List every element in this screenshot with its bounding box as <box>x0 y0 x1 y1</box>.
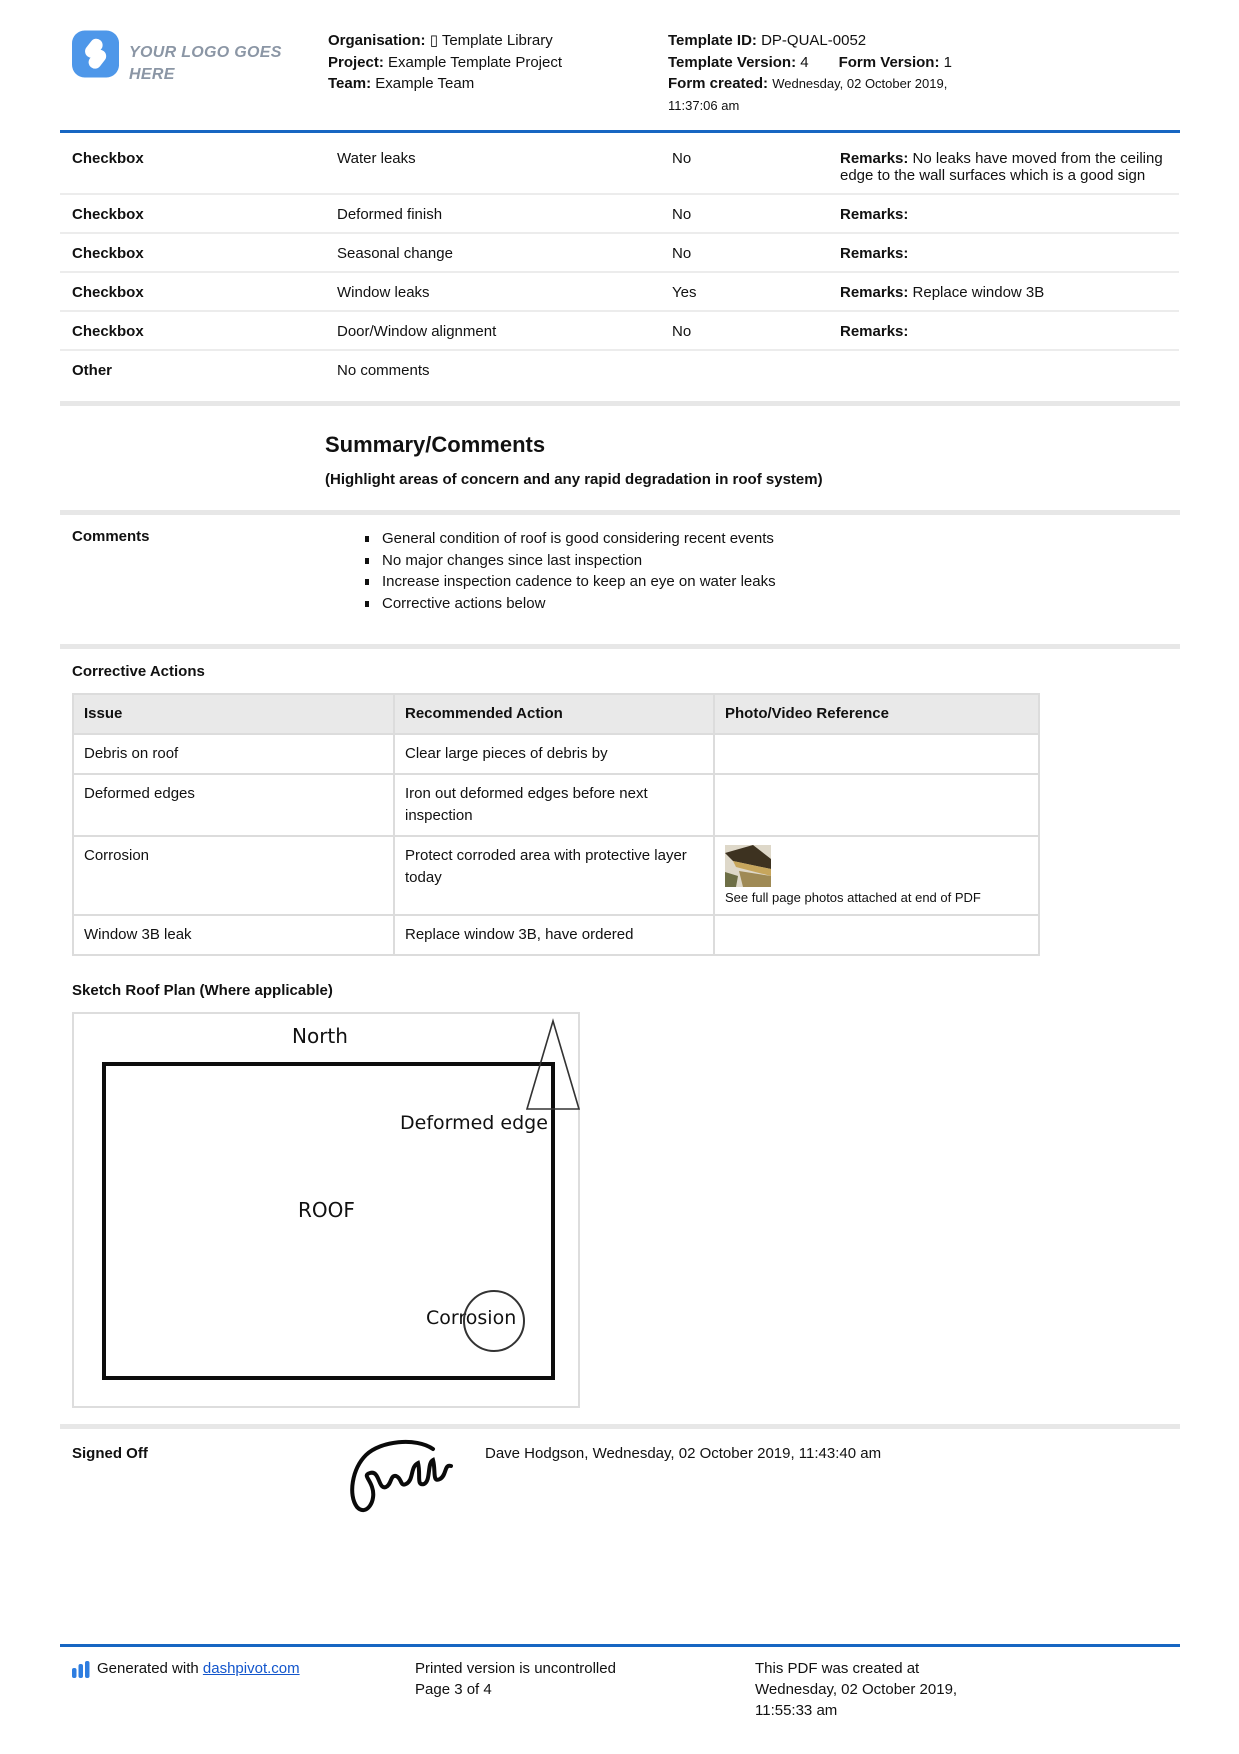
logo-block <box>72 30 328 116</box>
issue-cell: Debris on roof <box>73 734 394 774</box>
corrective-actions-title: Corrective Actions <box>72 663 205 680</box>
field-type-label: Checkbox <box>72 323 144 340</box>
team-value: Example Team <box>375 75 475 92</box>
photo-cell <box>714 734 1039 774</box>
sketch-north-label: North <box>292 1024 348 1048</box>
sketch-triangle-marker <box>524 1018 582 1112</box>
roof-plan-sketch <box>72 1012 580 1408</box>
field-remarks <box>840 284 1191 301</box>
pdf-created-line2: Wednesday, 02 October 2019, <box>755 1681 958 1698</box>
comment-item: Corrective actions below <box>363 593 1179 615</box>
field-answer: No <box>672 245 692 262</box>
sketch-section-title: Sketch Roof Plan (Where applicable) <box>72 982 333 999</box>
form-created-line <box>668 73 1179 95</box>
checklist-row <box>60 312 1179 351</box>
pdf-created-line3: 11:55:33 am <box>755 1702 838 1719</box>
field-remarks <box>840 323 1191 340</box>
inspection-checklist <box>60 133 1179 401</box>
form-created-label: Form created: <box>668 75 769 92</box>
remarks-label: Remarks: <box>840 323 909 340</box>
photo-note: See full page photos attached at end of PDF <box>725 890 981 905</box>
template-id-value: DP-QUAL-0052 <box>761 32 867 49</box>
field-remarks <box>840 150 1191 184</box>
summary-subtitle: (Highlight areas of concern and any rapid degradation in roof system) <box>325 471 823 488</box>
action-cell: Replace window 3B, have ordered <box>394 915 714 955</box>
page-number: Page 3 of 4 <box>415 1681 492 1698</box>
photo-cell <box>714 774 1039 836</box>
footer-divider <box>60 1644 1180 1647</box>
template-version-label: Template Version: <box>668 53 797 71</box>
checklist-row <box>60 195 1179 234</box>
action-cell: Protect corroded area with protective layer today <box>394 836 714 915</box>
organisation-line <box>328 30 668 52</box>
project-label: Project: <box>328 53 384 71</box>
remarks-label: Remarks: <box>840 245 909 262</box>
footer-printed-note <box>415 1658 616 1700</box>
field-answer: Yes <box>672 284 697 301</box>
action-cell: Clear large pieces of debris by <box>394 734 714 774</box>
signature-image <box>328 1433 458 1525</box>
remarks-label: Remarks: <box>840 206 909 223</box>
remarks-label: Remarks: <box>840 150 909 167</box>
document-header <box>72 30 1179 116</box>
field-remarks <box>840 362 1191 379</box>
field-remarks <box>840 206 1191 223</box>
field-item: Seasonal change <box>337 245 453 262</box>
logo-placeholder-text: YOUR LOGO GOES HERE <box>129 44 282 83</box>
action-cell: Iron out deformed edges before next inspection <box>394 774 714 836</box>
remarks-value: No leaks have moved from the ceiling edge to the wall surfaces which is a good sign <box>840 150 1163 184</box>
comments-label: Comments <box>72 528 150 545</box>
roof-photo-thumbnail <box>725 845 771 887</box>
company-logo-icon <box>72 30 119 78</box>
checklist-row <box>60 133 1179 195</box>
form-version-label: Form Version: <box>838 53 940 71</box>
checklist-row <box>60 234 1179 273</box>
team-line <box>328 73 668 95</box>
summary-title: Summary/Comments <box>325 432 546 457</box>
printed-version-text: Printed version is uncontrolled <box>415 1660 616 1677</box>
signoff-section <box>72 1429 1179 1559</box>
field-item: Door/Window alignment <box>337 323 497 340</box>
project-value: Example Template Project <box>388 53 563 71</box>
field-type-label: Other <box>72 362 113 379</box>
issue-cell: Deformed edges <box>73 774 394 836</box>
organisation-label: Organisation: <box>328 32 426 49</box>
remarks-value: Replace window 3B <box>908 284 1045 301</box>
remarks-label: Remarks: <box>840 284 909 301</box>
template-id-label: Template ID: <box>668 32 757 49</box>
footer-created-note <box>755 1658 957 1721</box>
issue-cell: Corrosion <box>73 836 394 915</box>
table-header-row <box>73 694 1039 734</box>
table-row <box>73 734 1039 774</box>
field-item: No comments <box>337 362 430 379</box>
issue-cell: Window 3B leak <box>73 915 394 955</box>
field-type-label: Checkbox <box>72 245 144 262</box>
header-meta-block <box>668 30 1179 116</box>
table-row <box>73 774 1039 836</box>
form-created-time: 11:37:06 am <box>668 97 740 113</box>
corrective-actions-table <box>72 693 1040 956</box>
sketch-roof-label: ROOF <box>298 1198 355 1222</box>
footer-generated <box>72 1658 300 1679</box>
field-item: Water leaks <box>337 150 416 167</box>
sketch-corrosion-circle <box>463 1290 525 1352</box>
organisation-value: ▯ Template Library <box>429 32 553 49</box>
comment-item: Increase inspection cadence to keep an eye on water leaks <box>363 571 1179 593</box>
table-row <box>73 836 1039 915</box>
signoff-name-date: Dave Hodgson, Wednesday, 02 October 2019, 11:43:40 am <box>485 1445 882 1462</box>
sketch-deformed-edge-label: Deformed edge <box>400 1112 548 1134</box>
pdf-created-line1: This PDF was created at <box>755 1660 920 1677</box>
header-org-block <box>328 30 668 116</box>
checklist-row <box>60 273 1179 312</box>
table-row <box>73 915 1039 955</box>
comment-item: No major changes since last inspection <box>363 550 1179 572</box>
dashpivot-bars-icon <box>72 1661 90 1678</box>
form-version-value: 1 <box>943 53 952 71</box>
field-item: Window leaks <box>337 284 430 301</box>
team-label: Team: <box>328 75 372 92</box>
field-answer: No <box>672 206 692 223</box>
photo-cell <box>714 915 1039 955</box>
comments-list <box>363 528 1179 614</box>
sketch-corrosion-label: Corrosion <box>426 1307 517 1329</box>
template-version-value: 4 <box>800 53 809 71</box>
photo-cell <box>714 836 1039 915</box>
field-remarks <box>840 245 1191 262</box>
template-id-line <box>668 30 1179 52</box>
comment-item: General condition of roof is good considering recent events <box>363 528 1179 550</box>
summary-section <box>72 406 1179 510</box>
field-type-label: Checkbox <box>72 206 144 223</box>
dashpivot-link[interactable]: dashpivot.com <box>202 1660 300 1677</box>
generated-with-text <box>97 1658 300 1679</box>
signoff-label: Signed Off <box>72 1445 148 1462</box>
comments-section <box>72 515 1179 644</box>
version-line <box>668 52 1179 74</box>
checklist-row <box>60 351 1179 401</box>
column-header-action: Recommended Action <box>394 694 714 734</box>
field-answer: No <box>672 323 692 340</box>
field-type-label: Checkbox <box>72 284 144 301</box>
project-line <box>328 52 668 74</box>
field-answer: No <box>672 150 692 167</box>
generated-prefix: Generated with <box>97 1660 203 1677</box>
field-item: Deformed finish <box>337 206 443 223</box>
column-header-issue: Issue <box>73 694 394 734</box>
column-header-photo: Photo/Video Reference <box>714 694 1039 734</box>
form-created-date: Wednesday, 02 October 2019, <box>772 76 948 91</box>
field-type-label: Checkbox <box>72 150 144 167</box>
field-answer <box>672 362 840 379</box>
